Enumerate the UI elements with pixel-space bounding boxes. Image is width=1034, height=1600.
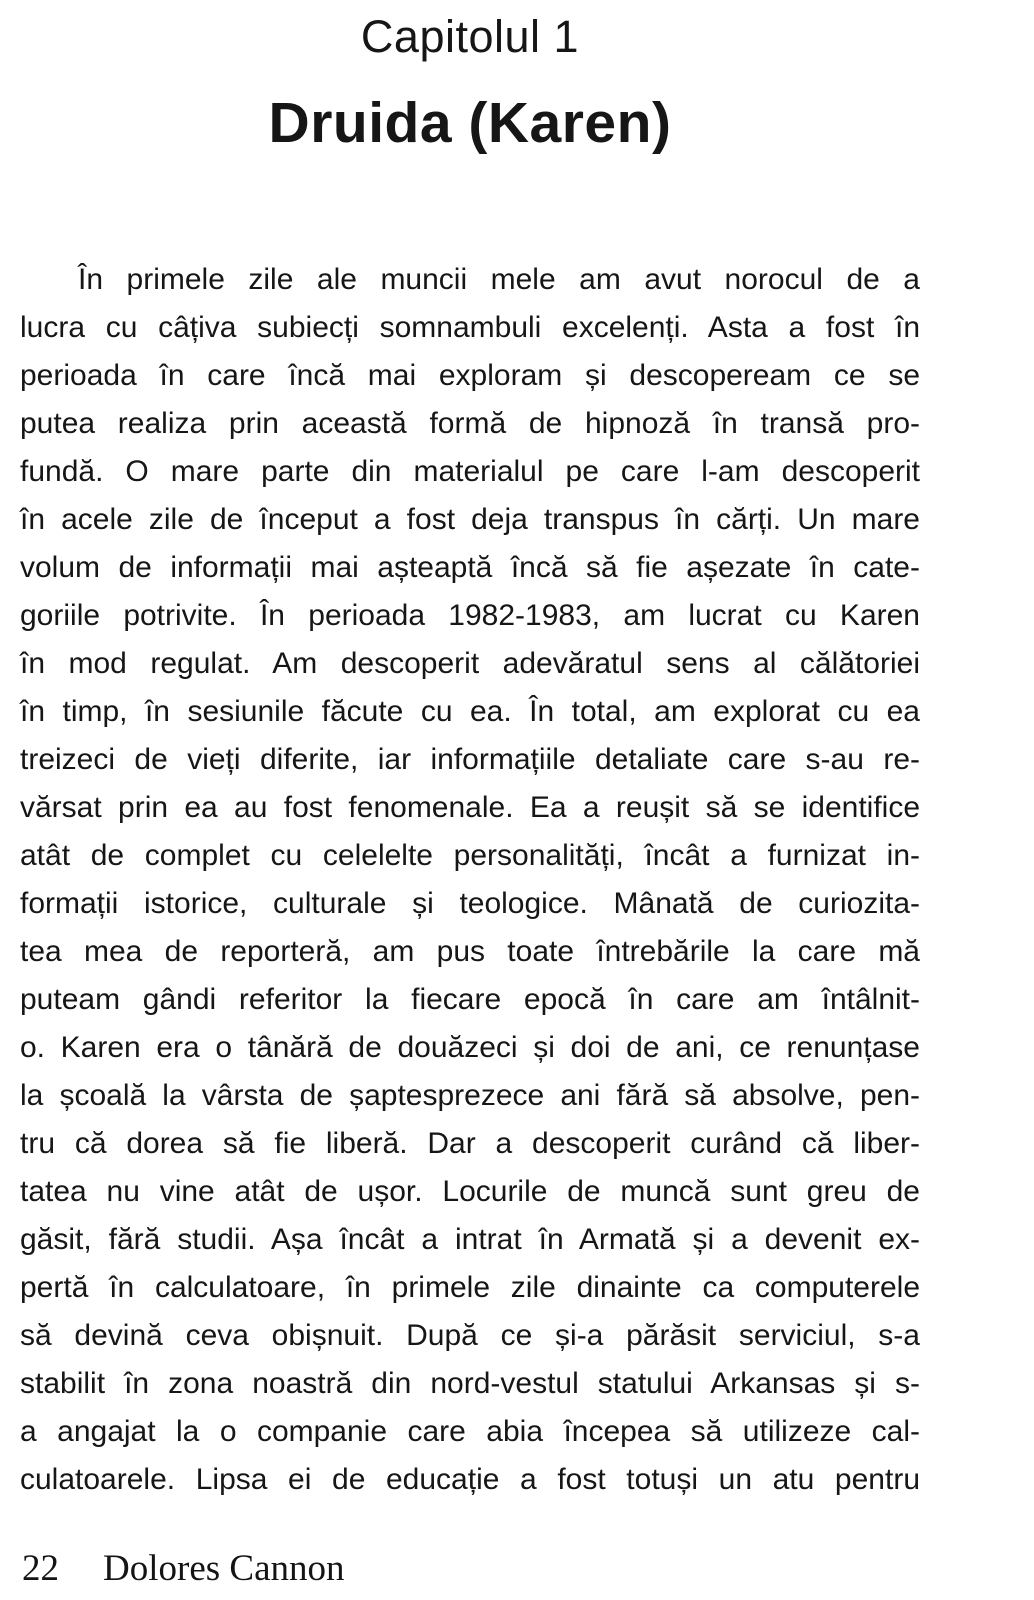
- body-line: perioada în care încă mai exploram și descopeream ce se: [20, 359, 920, 392]
- body-line: găsit, fără studii. Așa încât a intrat în Armată și a devenit ex-: [20, 1223, 920, 1256]
- body-line: puteam gândi referitor la fiecare epocă în care am întâlnit-: [20, 983, 920, 1016]
- running-title: Dolores Cannon: [103, 1548, 345, 1589]
- body-line: a angajat la o companie care abia începea să utilizeze cal-: [20, 1415, 920, 1448]
- chapter-heading: [20, 0, 920, 155]
- body-line: lucra cu câțiva subiecți somnambuli excelenți. Asta a fost în: [20, 311, 920, 344]
- body-line: goriile potrivite. În perioada 1982-1983, am lucrat cu Karen: [20, 599, 920, 632]
- body-line: în acele zile de început a fost deja transpus în cărți. Un mare: [20, 503, 920, 536]
- body-line: stabilit în zona noastră din nord-vestul statului Arkansas și s-: [20, 1367, 920, 1400]
- body-line: o. Karen era o tânără de douăzeci și doi de ani, ce renunțase: [20, 1031, 920, 1064]
- body-line: să devină ceva obișnuit. După ce și-a părăsit serviciul, s-a: [20, 1319, 920, 1352]
- page-footer: [22, 1550, 345, 1587]
- body-line: tea mea de reporteră, am pus toate întrebările la care mă: [20, 935, 920, 968]
- body-line: fundă. O mare parte din materialul pe care l-am descoperit: [20, 455, 920, 488]
- body-line: în timp, în sesiunile făcute cu ea. În total, am explorat cu ea: [20, 695, 920, 728]
- body-line: În primele zile ale muncii mele am avut norocul de a: [78, 263, 920, 296]
- body-line: la școală la vârsta de șaptesprezece ani fără să absolve, pen-: [20, 1079, 920, 1112]
- body-line: vărsat prin ea au fost fenomenale. Ea a reușit să se identifice: [20, 791, 920, 824]
- body-line: atât de complet cu celelelte personalități, încât a furnizat in-: [20, 839, 920, 872]
- body-line: tatea nu vine atât de ușor. Locurile de muncă sunt greu de: [20, 1175, 920, 1208]
- body-line: putea realiza prin această formă de hipnoză în transă pro-: [20, 407, 920, 440]
- body-line: treizeci de vieți diferite, iar informațiile detaliate care s-au re-: [20, 743, 920, 776]
- chapter-number: Capitolul 1: [360, 11, 580, 62]
- body-line: tru că dorea să fie liberă. Dar a descoperit curând că liber-: [20, 1127, 920, 1160]
- body-line: pertă în calculatoare, în primele zile dinainte ca computerele: [20, 1271, 920, 1304]
- chapter-title: Druida (Karen): [268, 91, 672, 155]
- body-line: în mod regulat. Am descoperit adevăratul sens al călătoriei: [20, 647, 920, 680]
- body-line: culatoarele. Lipsa ei de educație a fost totuși un atu pentru: [20, 1463, 920, 1496]
- body-line: volum de informații mai așteaptă încă să fie așezate în cate-: [20, 551, 920, 584]
- body-line: formații istorice, culturale și teologice. Mânată de curiozita-: [20, 887, 920, 920]
- page-number: 22: [22, 1548, 59, 1589]
- body-paragraph: [20, 256, 920, 1504]
